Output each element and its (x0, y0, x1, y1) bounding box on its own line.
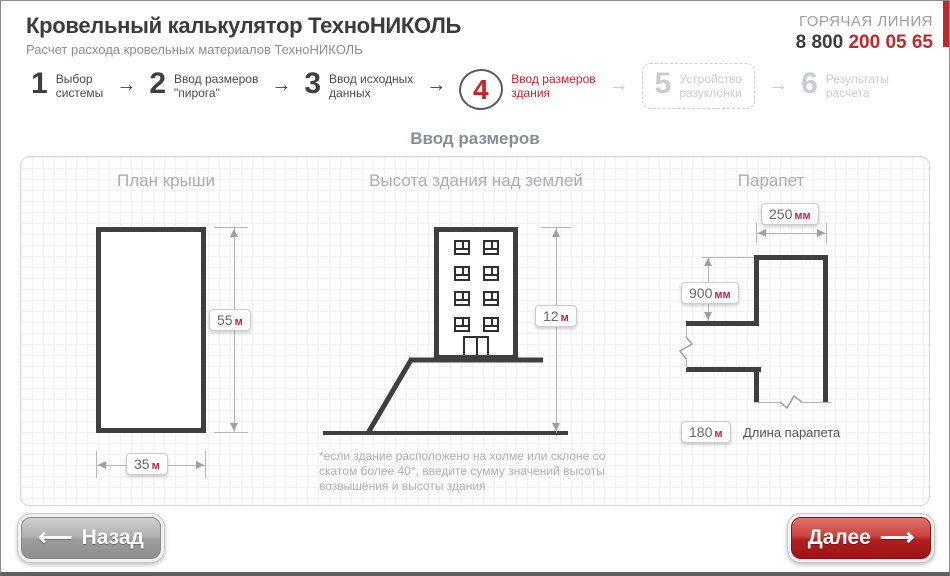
unit: м (151, 460, 160, 472)
header (26, 13, 461, 57)
value: 250 (769, 206, 793, 222)
hotline-label: ГОРЯЧАЯ ЛИНИЯ (798, 13, 933, 30)
step-4-building-sizes-active[interactable] (459, 69, 595, 110)
step-arrow-icon: → (608, 74, 629, 96)
panel-title: Ввод размеров (410, 129, 540, 148)
unit: м (234, 316, 243, 328)
next-arrow-icon: ⟶ (879, 524, 915, 551)
dim-arrow-left-icon (758, 229, 766, 237)
step-arrow-icon: → (116, 74, 137, 96)
parapet-inner-wall (754, 367, 759, 402)
dim-arrow-down-icon (230, 423, 238, 431)
roof-plan-rectangle (96, 227, 206, 433)
next-button-label: Далее (807, 526, 871, 549)
building-drawing (434, 227, 518, 360)
parapet-width-dim-line (756, 233, 826, 234)
active-step-circle (457, 67, 505, 112)
building-window (454, 291, 470, 306)
building-window (454, 266, 470, 281)
step-6-results[interactable] (801, 69, 889, 100)
building-window (483, 240, 499, 255)
phone-number: 200 05 65 (848, 32, 933, 53)
phone-prefix: 8 800 (795, 32, 849, 53)
dim-arrow-up-icon (230, 229, 238, 237)
next-button-face (791, 517, 931, 559)
dim-arrow-right-icon (817, 229, 825, 237)
dim-arrow-right-icon (196, 461, 204, 469)
break-zigzag-icon (780, 394, 802, 411)
roof-width-value-badge[interactable] (126, 453, 168, 475)
step-number: 2 (149, 67, 166, 100)
red-corner-stripe (943, 1, 949, 47)
building-height-dim-line (556, 227, 557, 433)
parapet-width-value-badge[interactable] (761, 203, 819, 225)
break-line (686, 358, 687, 368)
unit: м (714, 428, 723, 440)
break-line (754, 402, 781, 403)
building-height-title: Высота здания над землей (369, 171, 583, 190)
step-number: 6 (801, 67, 818, 100)
page-subtitle: Расчет расхода кровельных материалов ТехноНИКОЛЬ (26, 42, 363, 57)
step-3-input-data[interactable] (304, 69, 413, 100)
parapet-right-wall (823, 255, 828, 402)
back-button-face (21, 517, 161, 559)
step-label: Результаты расчета (825, 72, 889, 100)
value: 12 (543, 308, 559, 324)
step-number: 3 (304, 67, 322, 100)
step-label: Ввод размеров здания (511, 72, 596, 100)
back-button[interactable] (17, 513, 165, 563)
value: 900 (689, 285, 713, 301)
step-arrow-icon: → (271, 74, 292, 96)
dim-tick (214, 432, 248, 433)
parapet-length-value-badge[interactable] (681, 421, 731, 443)
hotline-phone (796, 32, 933, 54)
step-2-layer-sizes[interactable] (149, 69, 258, 100)
parapet-top-cap (754, 255, 828, 260)
step-wizard (31, 69, 889, 110)
parapet-height-value-badge[interactable] (681, 282, 739, 304)
break-zigzag-icon (678, 337, 695, 359)
building-window (454, 317, 470, 332)
dimensions-panel (20, 156, 930, 506)
step-label: Ввод размеров "пирога" (174, 72, 259, 100)
step-arrow-icon: → (768, 74, 789, 96)
parapet-roof-deck (686, 321, 759, 326)
building-height-value-badge[interactable] (535, 305, 577, 327)
roof-height-value-badge[interactable] (209, 309, 251, 331)
hotline (796, 13, 933, 54)
dim-arrow-down-icon (552, 423, 560, 431)
step-5-slope-device[interactable] (642, 63, 755, 109)
dim-arrow-down-icon (704, 312, 712, 320)
back-button-label: Назад (81, 526, 144, 549)
parapet-title: Парапет (737, 171, 805, 190)
unit: м (560, 312, 569, 324)
dim-tick (214, 227, 248, 228)
value: 55 (217, 312, 233, 328)
building-window (483, 291, 499, 306)
parapet-lower-deck (686, 367, 761, 372)
step-label: Ввод исходных данных (329, 72, 414, 100)
step-arrow-icon: → (426, 74, 447, 96)
break-line (801, 402, 831, 403)
ground-and-slope-drawing (321, 352, 591, 442)
page-title: Кровельный калькулятор ТехноНИКОЛЬ (26, 13, 461, 38)
unit: мм (714, 289, 731, 301)
back-arrow-icon: ⟵ (38, 524, 73, 551)
value: 35 (134, 456, 150, 472)
roof-plan-title: План крыши (117, 171, 215, 190)
parapet-left-wall (754, 255, 759, 326)
building-window (483, 266, 499, 281)
building-window (454, 240, 470, 255)
dim-tick (826, 223, 827, 243)
building-window (483, 317, 499, 332)
next-button[interactable] (787, 513, 935, 563)
step-1-system-choice[interactable] (31, 69, 103, 100)
step-number: 5 (654, 67, 672, 100)
building-height-footnote: *если здание расположено на холме или склоне со скатом более 40°, введите сумму значений высоты возвышения и высоты здания (319, 449, 606, 493)
dim-arrow-up-icon (704, 258, 712, 266)
unit: мм (794, 210, 811, 222)
dim-arrow-up-icon (552, 229, 560, 237)
building-windows (439, 232, 513, 336)
step-label: Выбор системы (55, 72, 104, 100)
dim-arrow-left-icon (98, 461, 106, 469)
parapet-length-label: Длина парапета (743, 425, 841, 440)
step-number: 1 (31, 67, 48, 100)
step-number: 4 (473, 73, 490, 105)
value: 180 (689, 424, 713, 440)
step-label: Устройство разуклонки (679, 72, 743, 100)
